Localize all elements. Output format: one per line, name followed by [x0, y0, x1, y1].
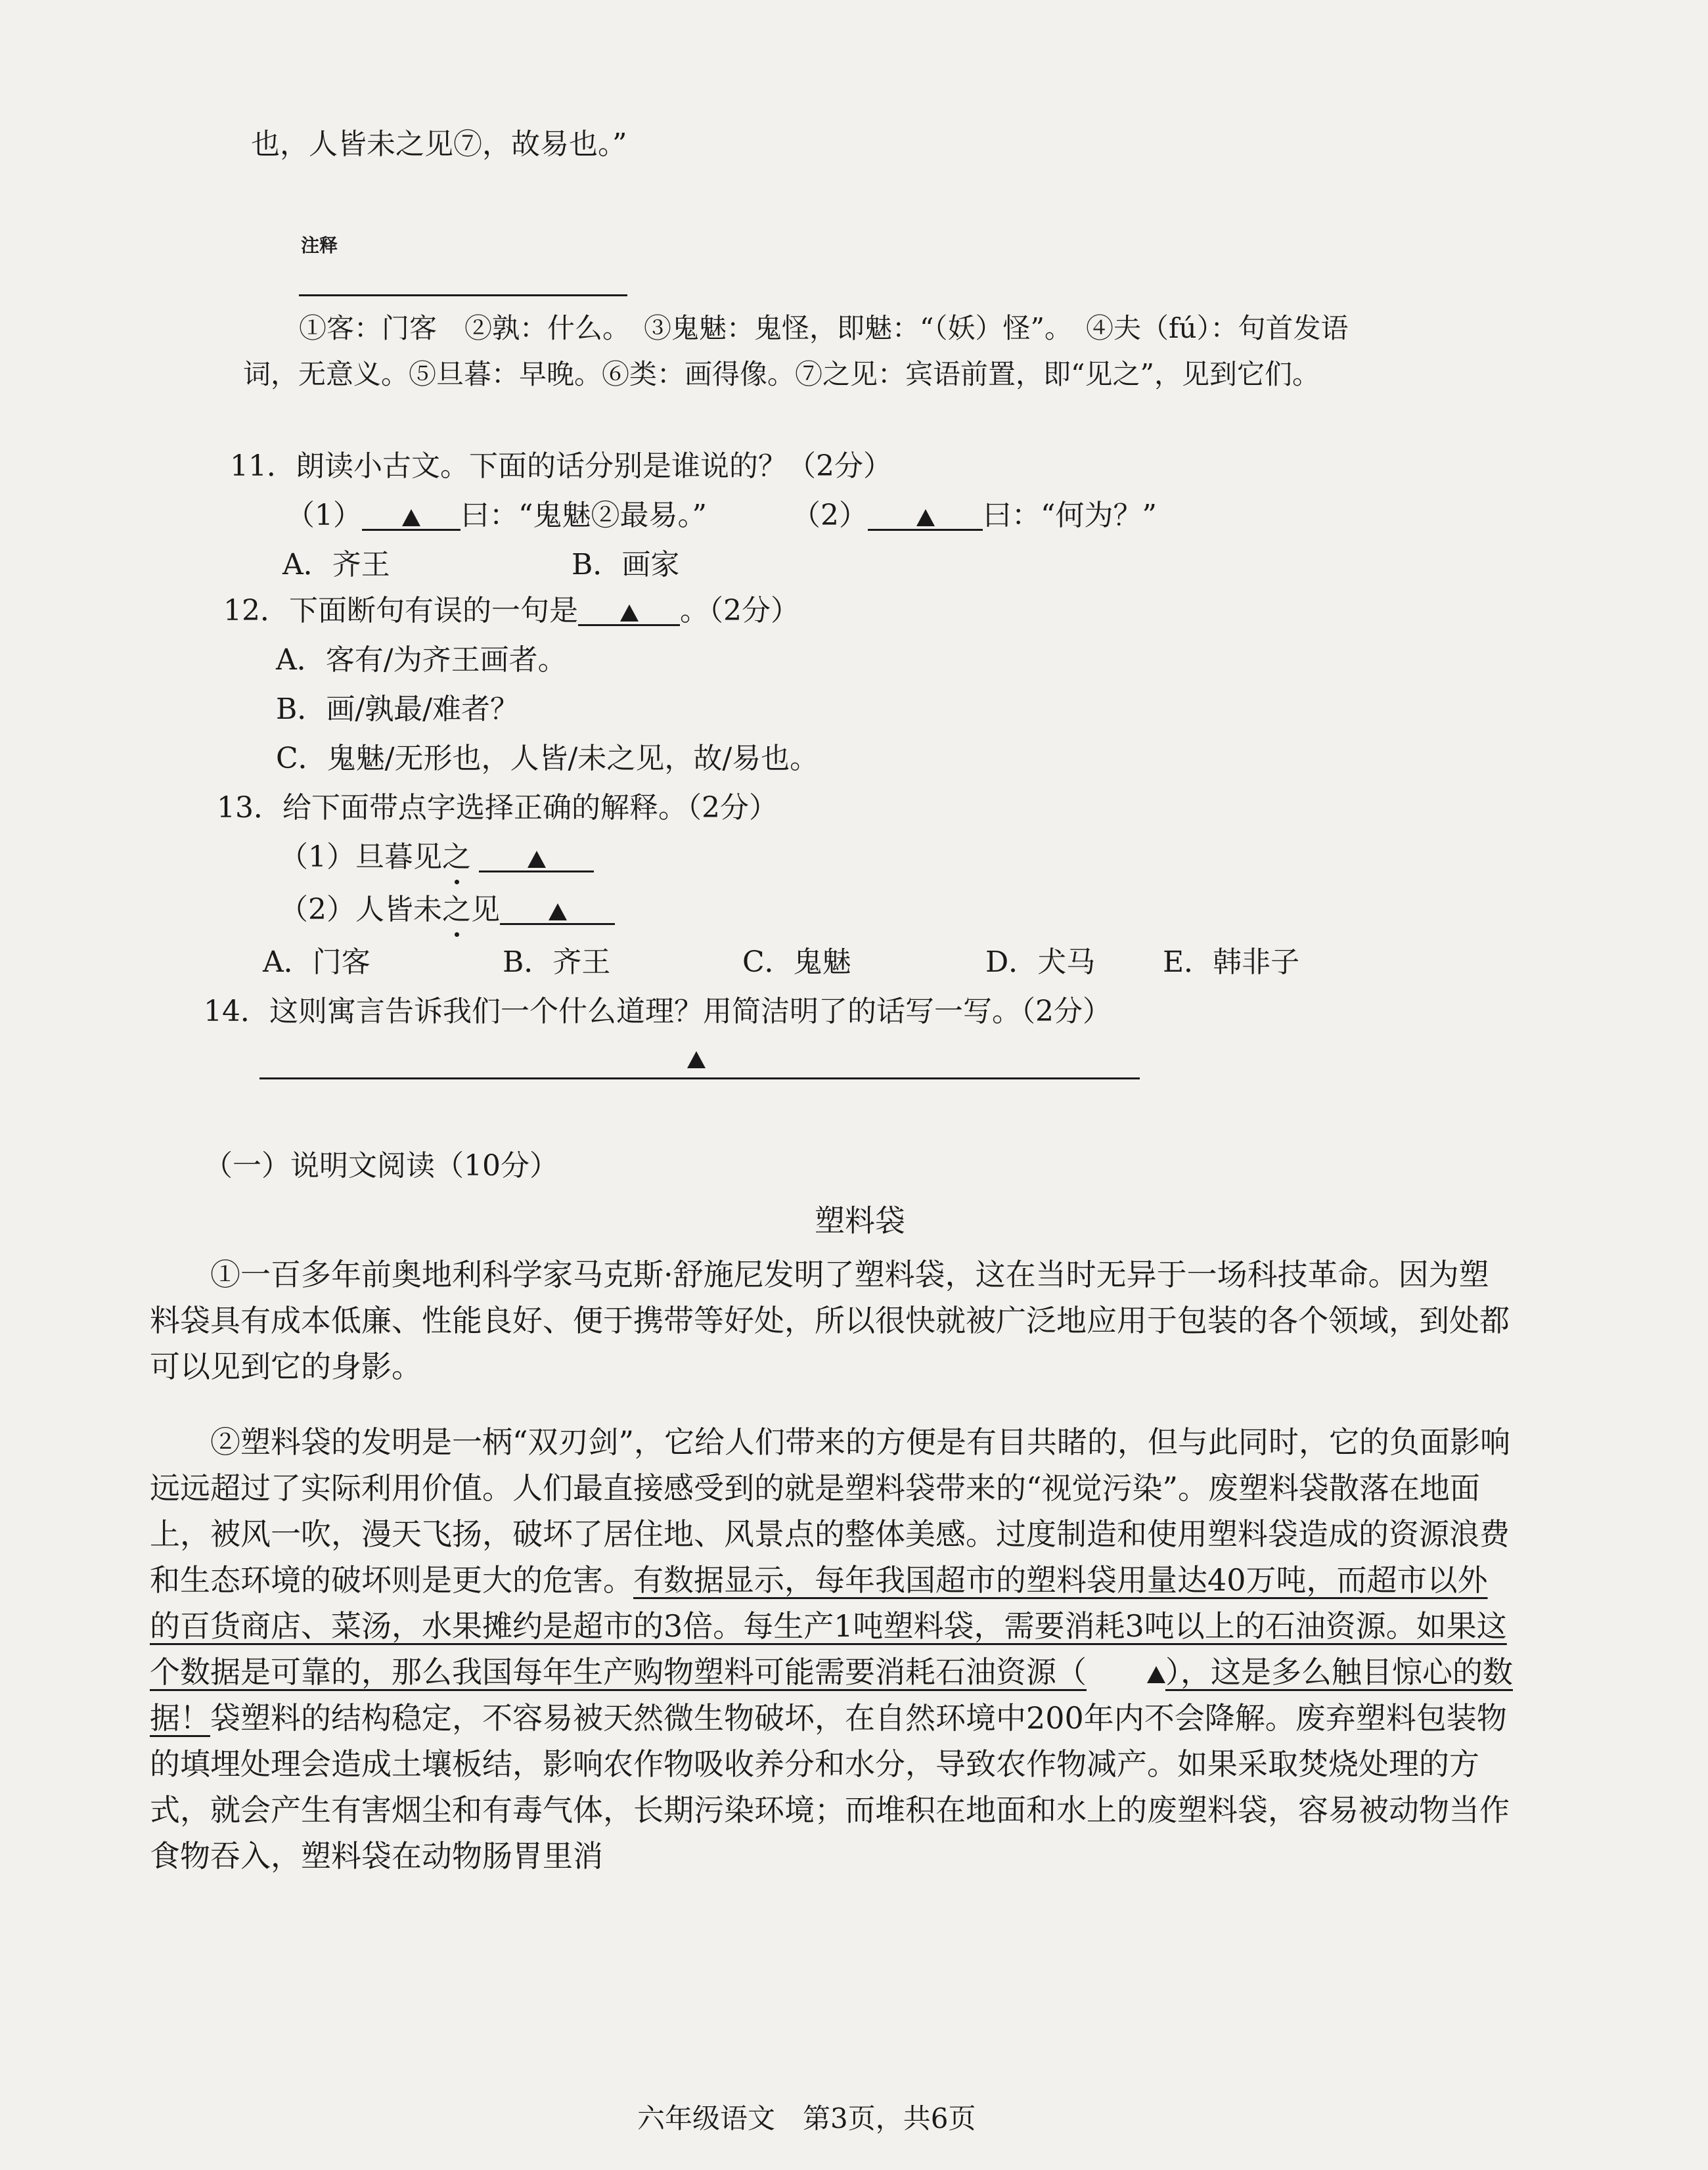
q13-option-c: C．鬼魅: [742, 945, 851, 979]
triangle-marker-icon: [1147, 1666, 1165, 1683]
q11-stem: 11．朗读小古文。下面的话分别是谁说的？（2分）: [230, 449, 892, 483]
q11-option-a: A．齐王: [282, 548, 390, 581]
triangle-marker-icon: [549, 903, 567, 920]
section-heading: （一）说明文阅读（10分）: [204, 1149, 558, 1183]
passage-p2-underlined-2: ），这是多么触目惊心的数据！: [150, 1654, 1513, 1736]
q13-option-d: D．犬马: [985, 945, 1096, 979]
q13-option-e: E．韩非子: [1163, 945, 1300, 979]
q12-stem-post: 。（2分）: [680, 594, 799, 627]
q13-option-a: A．门客: [263, 945, 371, 979]
passage-paragraph-1: ①一百多年前奥地利科学家马克斯·舒施尼发明了塑料袋，这在当时无异于一场科技革命。因为塑料袋具有成本低廉、性能良好、便于携带等好处，所以很快就被广泛地应用于包装的各个领域，到处都可以见到它的身影。: [150, 1257, 1510, 1384]
notes-line-2: 词，无意义。⑤旦暮：早晚。⑥类：画得像。⑦之见：宾语前置，即“见之”，见到它们。: [243, 358, 1320, 390]
q11-part1: [286, 496, 707, 535]
q11-part2: [792, 496, 1157, 535]
q13-part2-text-end: 见: [471, 893, 500, 926]
q13-part2-text: （2）人皆未: [279, 893, 442, 926]
q11-answer-1[interactable]: [362, 496, 461, 531]
q11-part1-num: （1）: [286, 499, 362, 532]
triangle-marker-icon: [402, 509, 420, 526]
q11-part2-num: （2）: [792, 499, 868, 532]
q12-option-b: B．画/孰最/难者？: [276, 692, 519, 726]
q14-answer-line[interactable]: [259, 1077, 1140, 1079]
passage-p2-start: ②塑料袋的发明是一柄“双刃剑”，它给人们带来的方便是有目共睹的，但与此同时，它的负面影响远远超过了实际利用价值。人们最直接感受到的就是塑料袋带来的“视觉污染”。废塑料袋散落在地面上，被风一吹，漫天飞扬，破坏了居住地、风景点的整体美感。过度制造和使用塑料袋造成的资源浪费和生态环境的破坏则是更大的危害。: [150, 1424, 1511, 1598]
q13-answer-2[interactable]: [500, 890, 615, 925]
passage-paragraph-2: [150, 1419, 1516, 1879]
notes-divider: [299, 294, 627, 296]
triangle-marker-icon: [620, 604, 639, 622]
q11-answer-2[interactable]: [868, 496, 983, 531]
q11-option-b: B．画家: [572, 548, 680, 581]
q11-part2-text: 曰：“何为？”: [983, 499, 1157, 532]
q12-option-c: C．鬼魅/无形也，人皆/未之见，故/易也。: [276, 742, 819, 775]
q13-answer-1[interactable]: [479, 838, 594, 872]
q13-stem: 13．给下面带点字选择正确的解释。（2分）: [217, 791, 778, 825]
triangle-marker-icon: [528, 851, 546, 868]
q13-part2-dotted-char: 之: [442, 893, 471, 926]
q13-part1: [279, 838, 594, 877]
q13-part1-dotted-char: 之: [442, 840, 471, 874]
q12-option-a: A．客有/为齐王画者。: [276, 643, 567, 677]
notes-line-1: ①客：门客 ②孰：什么。 ③鬼魅：鬼怪，即魅：“（妖）怪”。 ④夫（fú）：句首发语: [299, 312, 1349, 344]
q13-option-b: B．齐王: [503, 945, 611, 979]
notes-heading: 注释: [301, 235, 338, 256]
passage-title: 塑料袋: [815, 1203, 905, 1238]
passage-p2-answer-blank[interactable]: [1087, 1649, 1165, 1695]
q14-stem: 14．这则寓言告诉我们一个什么道理？用简洁明了的话写一写。（2分）: [204, 995, 1112, 1028]
q13-part2: [279, 890, 615, 930]
q13-part1-text: （1）旦暮见: [279, 840, 442, 874]
passage-p2-end: 袋塑料的结构稳定，不容易被天然微生物破坏，在自然环境中200年内不会降解。废弃塑料包装物的填埋处理会造成土壤板结，影响农作物吸收养分和水分，导致农作物减产。如果采取焚烧处理的方式，就会产生有害烟尘和有毒气体，长期污染环境；而堆积在地面和水上的废塑料袋，容易被动物当作食物吞入，塑料袋在动物肠胃里消: [150, 1700, 1510, 1874]
q11-part1-text: 曰：“鬼魅②最易。”: [461, 499, 707, 532]
q12-stem-pre: 12．下面断句有误的一句是: [223, 594, 578, 627]
classical-text-end: 也，人皆未之见⑦，故易也。”: [251, 127, 627, 161]
passage-p2-underlined-1: 有数据显示，每年我国超市的塑料袋用量达40万吨，而超市以外的百货商店、菜汤，水果摊约是超市的3倍。每生产1吨塑料袋，需要消耗3吨以上的石油资源。如果这个数据是可靠的，那么我国每年生产购物塑料可能需要消耗石油资源（: [150, 1562, 1507, 1690]
triangle-marker-icon: [687, 1051, 706, 1068]
triangle-marker-icon: [916, 509, 935, 526]
q12-answer[interactable]: [578, 591, 680, 626]
q12-stem: [223, 591, 799, 631]
page-footer: 六年级语文 第3页，共6页: [637, 2102, 976, 2135]
